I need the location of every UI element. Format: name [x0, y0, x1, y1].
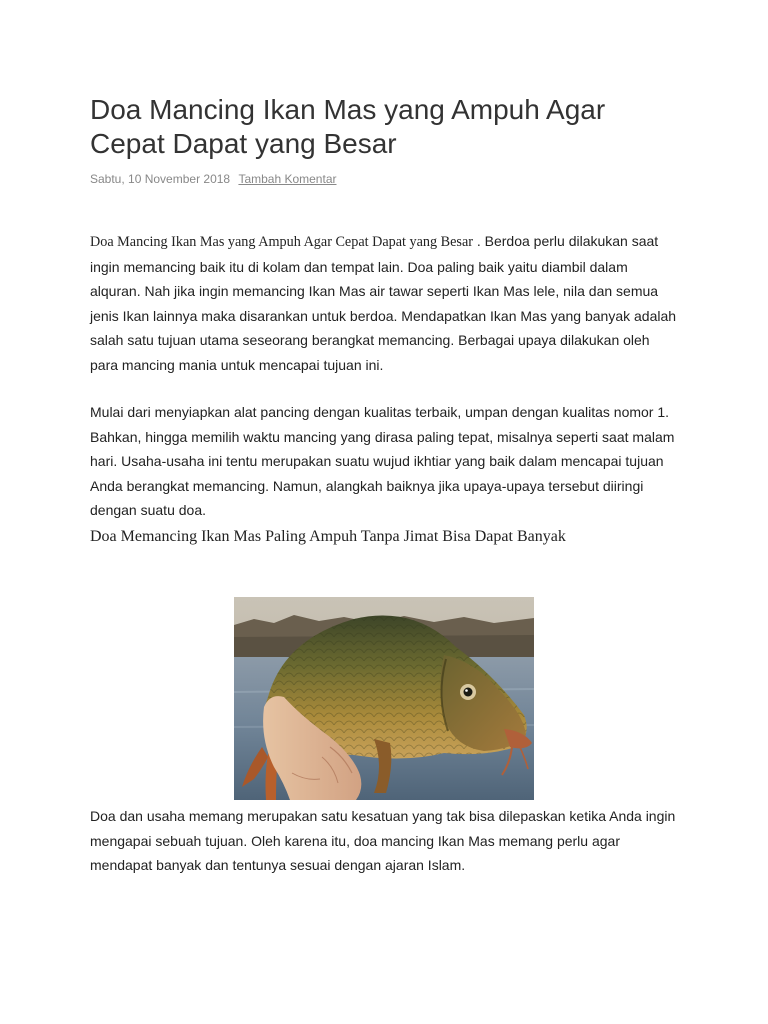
carp-photo: [234, 597, 534, 800]
post-title: Doa Mancing Ikan Mas yang Ampuh Agar Cepat Dapat yang Besar: [90, 94, 606, 159]
section-subheading: Doa Memancing Ikan Mas Paling Ampuh Tanpa Jimat Bisa Dapat Banyak: [90, 528, 566, 545]
post-meta: [90, 171, 337, 187]
paragraph-effort: Mulai dari menyiapkan alat pancing dengan kualitas terbaik, umpan dengan kualitas nomor 1. Bahkan, hingga memilih waktu mancing yang dirasa paling tepat, misalnya seperti saat malam hari. Usaha-usaha ini tentu merupakan suatu wujud ikhtiar yang baik dalam mencapai tujuan Anda berangkat memancing. Namun, alangkah baiknya jika upaya-upaya tersebut diiringi dengan suatu doa.: [90, 404, 675, 519]
add-comment-link[interactable]: Tambah Komentar: [238, 172, 337, 186]
post-date: Sabtu, 10 November 2018: [90, 172, 231, 186]
paragraph-conclusion: Doa dan usaha memang merupakan satu kesatuan yang tak bisa dilepaskan ketika Anda ingin mengapai sebuah tujuan. Oleh karena itu, doa mancing Ikan Mas memang perlu agar mendapat banyak dan tentunya sesuai dengan ajaran Islam.: [90, 808, 676, 874]
paragraph-intro-lead: Doa Mancing Ikan Mas yang Ampuh Agar Cepat Dapat yang Besar: [90, 234, 473, 250]
paragraph-intro-text: . Berdoa perlu dilakukan saat ingin memancing baik itu di kolam dan tempat lain. Doa paling baik yaitu diambil dalam alquran. Nah jika ingin memancing Ikan Mas air tawar seperti Ikan Mas lele, nila dan semua jenis Ikan lainnya maka disarankan untuk berdoa. Mendapatkan Ikan Mas yang banyak adalah salah satu tujuan utama seseorang berangkat memancing. Berbagai upaya dilakukan oleh para mancing mania untuk mencapai tujuan ini.: [90, 233, 677, 373]
paragraph-intro: [90, 229, 680, 378]
